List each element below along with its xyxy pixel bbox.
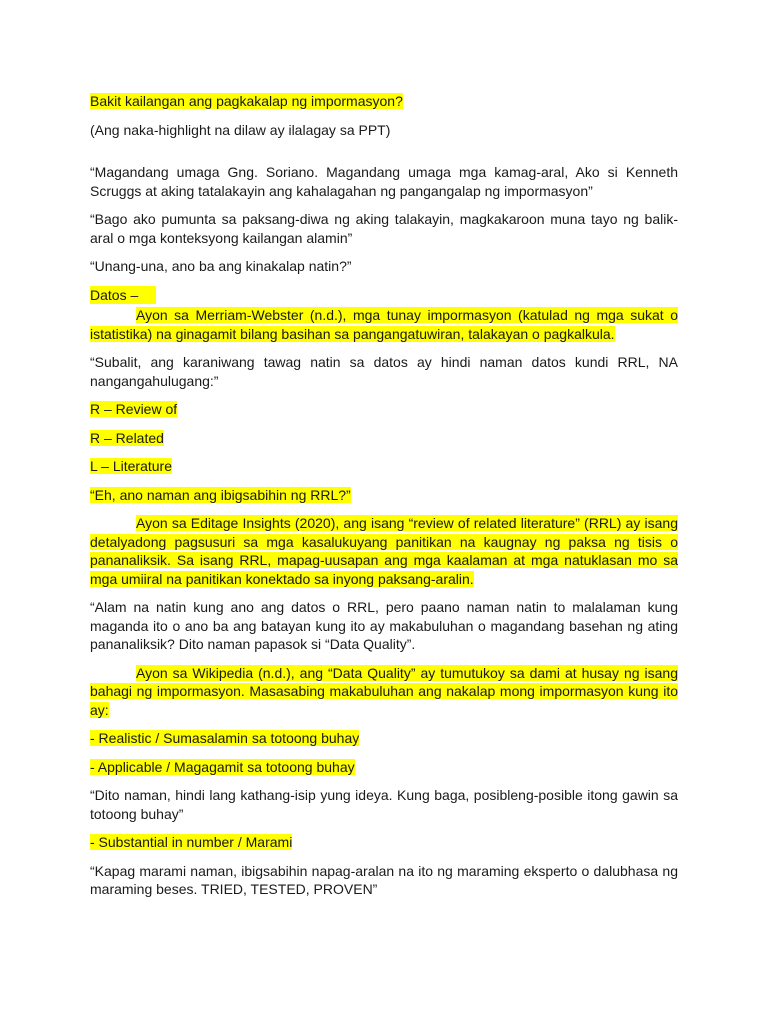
highlight-note: (Ang naka-highlight na dilaw ay ilalagay sa PPT) [90, 121, 391, 138]
datos-heading: Datos – [90, 286, 678, 305]
datos-definition: Ayon sa Merriam-Webster (n.d.), mga tunay impormasyon (katulad ng mga sukat o istatistika) na ginagamit bilang basihan sa pangangatuwiran, talakayan o pagkalkula. [90, 307, 678, 342]
rrl-item-related: R – Related [90, 429, 164, 446]
substantial-explanation: “Kapag marami naman, ibigsabihin napag-aralan na ito ng maraming eksperto o dalubhasa ng maraming beses. TRIED, TESTED, PROVEN” [90, 862, 678, 897]
criteria-item-applicable: - Applicable / Magagamit sa totoong buhay [90, 758, 355, 775]
review-paragraph: “Bago ako pumunta sa paksang-diwa ng aking talakayin, magkakaroon muna tayo ng balik-aral o mga konteksyong kailangan alamin” [90, 211, 678, 246]
criteria-item-realistic: - Realistic / Sumasalamin sa totoong buhay [90, 730, 360, 746]
data-quality-intro: “Alam na natin kung ano ang datos o RRL, pero paano naman natin to malalaman kung maganda ito o ano ba ang batayan kung ito ay makabuluhan o magandang basehan ng ating pananaliksik? Dito naman papasok si “Data Quality”. [90, 599, 678, 652]
rrl-definition: Ayon sa Editage Insights (2020), ang isang “review of related literature” (RRL) ay isang detalyadong pagsusuri sa mga kasalukuyang panitikan na kaugnay ng paksa ng tisis o pananaliksik. Sa isang RRL, mapag-uusapan ang mga kaalaman at mga natuklasan mo sa mga umiiral na panitikan konektado sa inyong paksang-aralin. [90, 515, 678, 587]
question-paragraph: “Unang-una, ano ba ang kinakalap natin?” [90, 258, 352, 274]
greeting-paragraph: “Magandang umaga Gng. Soriano. Magandang umaga mga kamag-aral, Ako si Kenneth Scruggs at aking tatalakayin ang kahalagahan ng pangangalap ng impormasyon” [90, 164, 678, 199]
rrl-question: “Eh, ano naman ang ibigsabihin ng RRL?” [90, 486, 351, 503]
rrl-intro-paragraph: “Subalit, ang karaniwang tawag natin sa datos ay hindi naman datos kundi RRL, NA nangangahulugang:” [90, 354, 678, 389]
data-quality-definition: Ayon sa Wikipedia (n.d.), ang “Data Quality” ay tumutukoy sa dami at husay ng isang bahagi ng impormasyon. Masasabing makabuluhan ang nakalap mong impormasyon kung ito ay: [90, 664, 678, 718]
doc-title: Bakit kailangan ang pagkakalap ng impormasyon? [90, 93, 403, 109]
criteria-item-substantial: - Substantial in number / Marami [90, 834, 293, 850]
rrl-item-literature: L – Literature [90, 458, 172, 474]
applicable-explanation: “Dito naman, hindi lang kathang-isip yung ideya. Kung baga, posibleng-posible itong gawin sa totoong buhay” [90, 787, 678, 822]
rrl-item-review: R – Review of [90, 401, 178, 417]
